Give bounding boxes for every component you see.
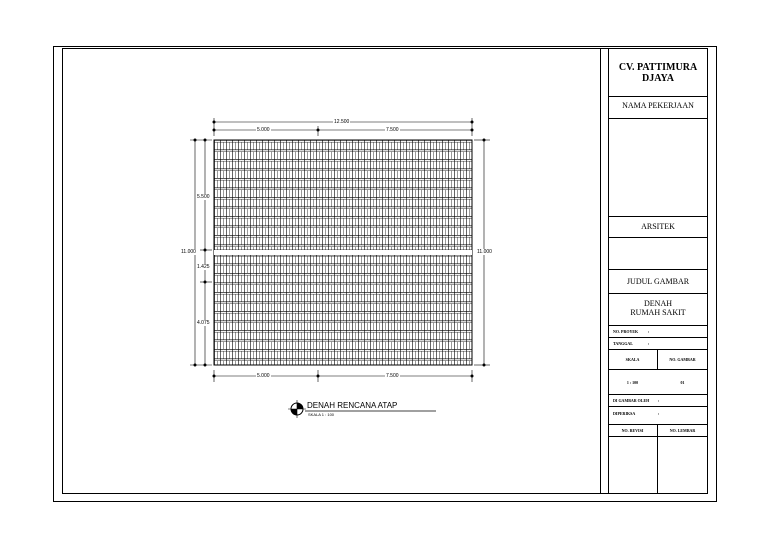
revision-label: NO. REVISI bbox=[621, 428, 644, 433]
checked-label: DIPERIKSA bbox=[613, 411, 636, 416]
dim-left-upper: 5.500 bbox=[197, 194, 210, 200]
company-name-line1: CV. PATTIMURA bbox=[618, 62, 698, 73]
checked-colon: : bbox=[658, 411, 660, 416]
drawing-no-label: NO. GAMBAR bbox=[669, 357, 696, 362]
drawn-by-colon: : bbox=[658, 398, 660, 403]
drawn-by-label: DI GAMBAR OLEH bbox=[613, 398, 650, 403]
dim-bottom-right: 7.500 bbox=[386, 373, 399, 379]
dim-left-total: 11.000 bbox=[181, 249, 196, 255]
dim-top-left: 5.000 bbox=[257, 127, 270, 133]
drawing-no-value: 01 bbox=[680, 380, 685, 385]
date-colon: : bbox=[648, 341, 650, 346]
plan-scale: SKALA 1 : 100 bbox=[308, 412, 335, 417]
drawing-title-line2: RUMAH SAKIT bbox=[630, 308, 686, 317]
dim-left-lower: 4.075 bbox=[197, 320, 210, 326]
dim-right-total: 11.000 bbox=[477, 249, 492, 255]
dim-bottom-left: 5.000 bbox=[257, 373, 270, 379]
plan-title: DENAH RENCANA ATAP bbox=[307, 401, 398, 410]
project-name-label: NAMA PEKERJAAN bbox=[622, 101, 694, 110]
architect-label: ARSITEK bbox=[641, 222, 675, 231]
dim-top-right: 7.500 bbox=[386, 127, 399, 133]
company-name-line2: DJAYA bbox=[641, 73, 675, 84]
drawing-title-label: JUDUL GAMBAR bbox=[626, 277, 690, 286]
scale-value: 1 : 100 bbox=[626, 380, 639, 385]
dim-top-total: 12.500 bbox=[334, 119, 350, 125]
scale-label: SKALA bbox=[625, 357, 640, 362]
date-label: TANGGAL bbox=[613, 341, 633, 346]
dim-left-mid: 1.425 bbox=[197, 264, 210, 270]
sheet-no-label: NO. LEMBAR bbox=[669, 428, 696, 433]
project-no-label: NO. PROYEK bbox=[613, 329, 639, 334]
drawing-title-line1: DENAH bbox=[644, 299, 672, 308]
project-no-colon: : bbox=[648, 329, 650, 334]
